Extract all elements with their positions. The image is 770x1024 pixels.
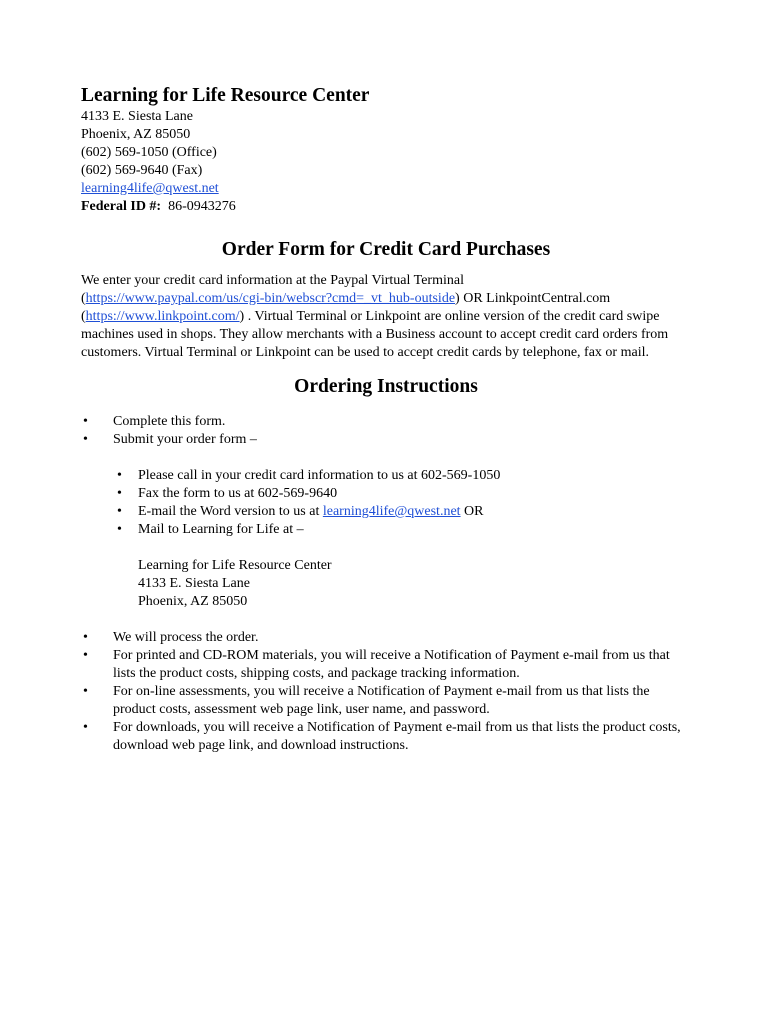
bullet: • [83, 684, 88, 699]
intro-text-3: ) . Virtual Terminal or Linkpoint are online version of the credit card swipe machines used in shops. They allow merchants with a Business account to accept credit card orders from customers. Virtual Terminal or Linkpoint can be used to accept credit cards by telephone, fax or mail. [81, 309, 669, 360]
email-order-link[interactable]: learning4life@qwest.net [322, 504, 461, 519]
intro-text-2: ) OR LinkpointCentral.com [455, 291, 611, 306]
option-text: Please call in your credit card information to us at 602-569-1050 [138, 468, 501, 483]
email-line [81, 180, 691, 198]
list-item [81, 629, 691, 647]
mail-address-line: Learning for Life Resource Center [138, 558, 332, 573]
linkpoint-link[interactable]: https://www.linkpoint.com/ [85, 309, 240, 324]
paren-open-1: ( [81, 291, 86, 306]
list-item [81, 413, 691, 431]
document-page [81, 84, 691, 755]
after-text: For printed and CD-ROM materials, you will receive a Notification of Payment e-mail from us that lists the product costs, shipping costs, and package tracking information. [113, 648, 670, 681]
list-item [105, 485, 691, 503]
after-text: For on-line assessments, you will receive a Notification of Payment e-mail from us that lists the product costs, assessment web page link, user name, and password. [113, 684, 650, 717]
street-address: 4133 E. Siesta Lane [81, 109, 193, 124]
ordering-instructions-title: Ordering Instructions [294, 376, 478, 397]
bullet: • [117, 504, 122, 519]
bullet: • [117, 486, 122, 501]
bullet: • [83, 648, 88, 663]
list-item [105, 521, 691, 539]
step-text: Complete this form. [113, 414, 226, 429]
bullet: • [117, 468, 122, 483]
order-form-intro [81, 272, 686, 362]
list-item [81, 647, 691, 683]
bullet: • [83, 720, 88, 735]
mailing-address [138, 557, 691, 611]
email-link[interactable]: learning4life@qwest.net [81, 181, 219, 196]
paren-open-2: ( [81, 309, 86, 324]
steps-list [81, 413, 691, 449]
option-text: E-mail the Word version to us at [138, 504, 323, 519]
list-item [105, 467, 691, 485]
bullet: • [83, 432, 88, 447]
step-text: Submit your order form – [113, 432, 257, 447]
after-order-list [81, 629, 691, 755]
intro-text-1: We enter your credit card information at the Paypal Virtual Terminal [81, 273, 464, 288]
federal-id-value: 86-0943276 [168, 199, 236, 214]
mail-address-line: 4133 E. Siesta Lane [138, 576, 250, 591]
bullet: • [83, 630, 88, 645]
option-text-suffix: OR [460, 504, 484, 519]
organization-header [81, 84, 691, 216]
city-state-zip: Phoenix, AZ 85050 [81, 127, 191, 142]
list-item [81, 683, 691, 719]
federal-id-line [81, 198, 691, 216]
after-text: We will process the order. [113, 630, 259, 645]
list-item [81, 431, 691, 449]
submit-options-list [81, 467, 691, 539]
bullet: • [83, 414, 88, 429]
list-item [105, 503, 691, 521]
list-item [81, 719, 691, 755]
option-text: Fax the form to us at 602-569-9640 [138, 486, 338, 501]
office-phone: (602) 569-1050 (Office) [81, 145, 217, 160]
bullet: • [117, 522, 122, 537]
paypal-link[interactable]: https://www.paypal.com/us/cgi-bin/webscr?cmd=_vt_hub-outside [85, 291, 456, 306]
mail-address-line: Phoenix, AZ 85050 [138, 594, 248, 609]
option-text: Mail to Learning for Life at – [138, 522, 304, 537]
fax-phone: (602) 569-9640 (Fax) [81, 163, 203, 178]
organization-name: Learning for Life Resource Center [81, 85, 370, 106]
federal-id-label: Federal ID #: [81, 199, 162, 214]
order-form-title: Order Form for Credit Card Purchases [221, 239, 551, 260]
after-text: For downloads, you will receive a Notification of Payment e-mail from us that lists the product costs, download web page link, and download instructions. [113, 720, 681, 753]
